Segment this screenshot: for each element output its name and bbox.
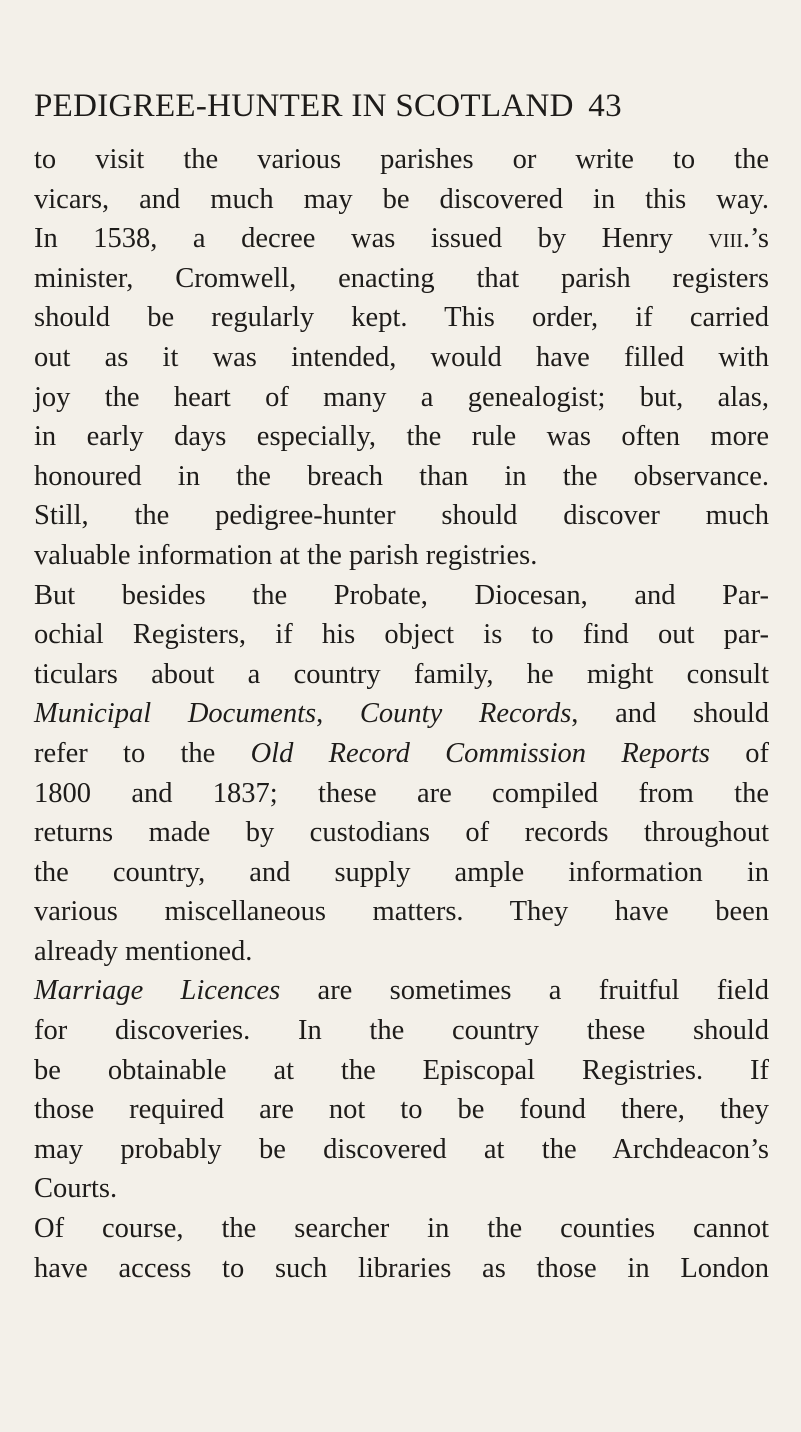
text-line: Courts. [34,1173,118,1205]
text-line: refer to the Old Record Commission Reports of [34,737,769,769]
body-text [34,140,769,1288]
text-line: joy the heart of many a genealogist; but, alas, [34,381,769,413]
text-line: Municipal Documents, County Records, and should [34,698,769,730]
text-line: vicars, and much may be discovered in this way. [34,183,769,215]
text-line: ticulars about a country family, he might consult [34,658,769,690]
text-line: In 1538, a decree was issued by Henry viii.’s [34,223,769,255]
text-line: But besides the Probate, Diocesan, and Par- [34,579,769,611]
text-line: 1800 and 1837; these are compiled from the [34,777,769,809]
text-line: ochial Registers, if his object is to find out par- [34,619,769,651]
text-line: should be regularly kept. This order, if carried [34,302,769,334]
text-line: may probably be discovered at the Archdeacon’s [34,1133,769,1165]
text-line: be obtainable at the Episcopal Registries. If [34,1054,769,1086]
text-line: to visit the various parishes or write to the [34,144,769,175]
text-line: various miscellaneous matters. They have been [34,896,769,928]
text-line: valuable information at the parish registries. [34,539,538,571]
text-line: already mentioned. [34,935,253,967]
text-line: honoured in the breach than in the observance. [34,460,769,492]
text-line: returns made by custodians of records throughout [34,817,769,849]
text-line: for discoveries. In the country these should [34,1015,769,1047]
text-line: minister, Cromwell, enacting that parish registers [34,262,769,294]
text-line: those required are not to be found there, they [34,1094,769,1126]
text-line: have access to such libraries as those in London [34,1252,769,1284]
page-number: 43 [588,88,622,124]
running-head-title: PEDIGREE-HUNTER IN SCOTLAND [34,88,574,124]
text-line: the country, and supply ample information in [34,856,769,888]
text-line: in early days especially, the rule was often more [34,421,769,453]
text-line: Marriage Licences are sometimes a fruitful field [34,975,769,1007]
text-line: Still, the pedigree-hunter should discover much [34,500,769,532]
text-line: out as it was intended, would have filled with [34,341,769,373]
running-head [34,86,774,126]
text-line: Of course, the searcher in the counties cannot [34,1213,769,1245]
